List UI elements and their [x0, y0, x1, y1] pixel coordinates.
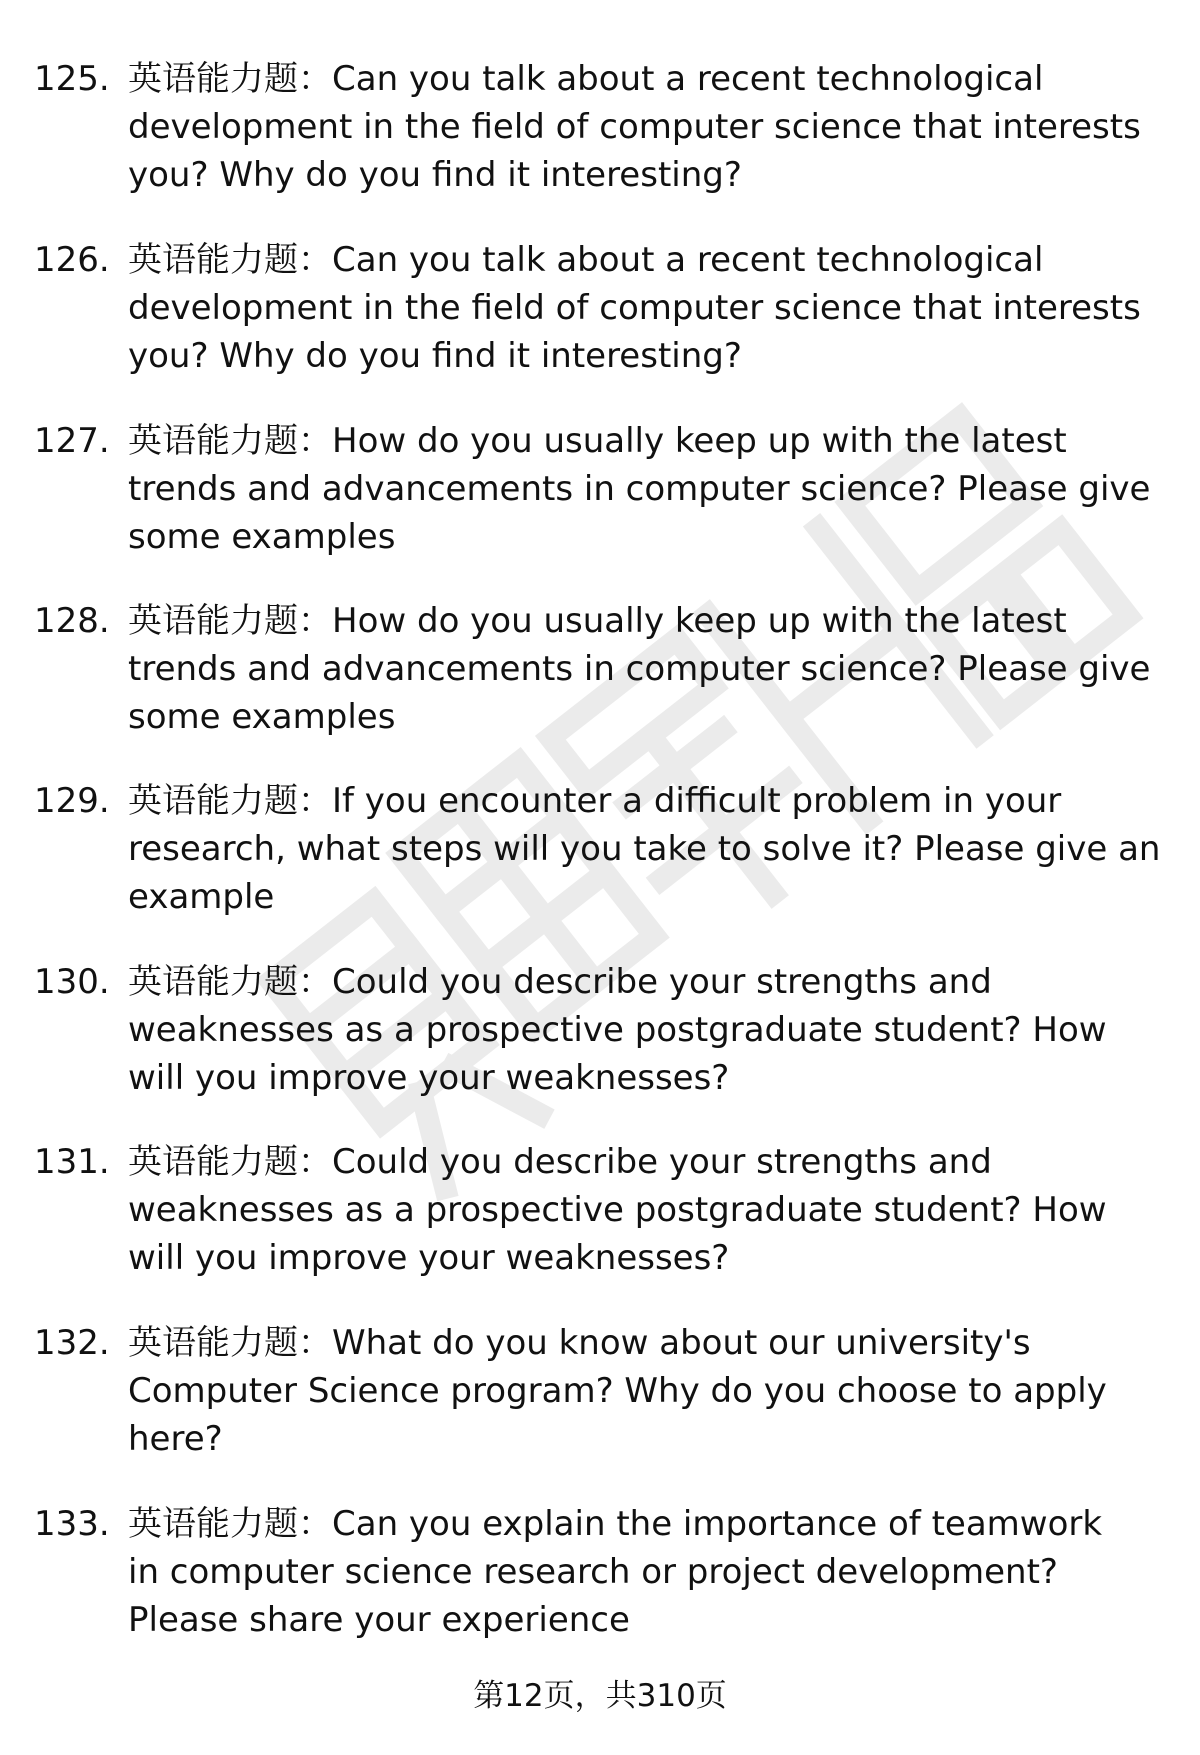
question-number: 130.: [34, 962, 110, 1002]
question-text: 英语能力题：How do you usually keep up with the latest trends and advancements in computer science? Please give some examples: [128, 601, 1151, 737]
question-text: 英语能力题：Can you talk about a recent technological development in the field of computer science that interests you? Why do you find it interesting?: [128, 240, 1141, 376]
question-number: 129.: [34, 781, 110, 821]
question-text: 英语能力题：Could you describe your strengths and weaknesses as a prospective postgraduate student? How will you improve your weaknesses?: [128, 962, 1107, 1098]
question-text: 英语能力题：Can you talk about a recent technological development in the field of computer science that interests you? Why do you find it interesting?: [128, 59, 1141, 195]
question-text: 英语能力题：Can you explain the importance of teamwork in computer science research or project development? Please share your experience: [128, 1504, 1103, 1640]
question-number: 126.: [34, 240, 110, 280]
question-text: 英语能力题：Could you describe your strengths and weaknesses as a prospective postgraduate student? How will you improve your weaknesses?: [128, 1142, 1107, 1278]
page-indicator: 第12页，共310页: [473, 1678, 727, 1714]
question-number: 128.: [34, 601, 110, 641]
question-text: 英语能力题：How do you usually keep up with the latest trends and advancements in computer science? Please give some examples: [128, 421, 1151, 557]
question-number: 131.: [34, 1142, 110, 1182]
question-text: 英语能力题：If you encounter a difficult problem in your research, what steps will you take to solve it? Please give an example: [128, 781, 1161, 917]
question-number: 132.: [34, 1323, 110, 1363]
question-text: 英语能力题：What do you know about our university's Computer Science program? Why do you choose to apply here?: [128, 1323, 1107, 1459]
question-number: 127.: [34, 421, 110, 461]
question-number: 133.: [34, 1504, 110, 1544]
question-number: 125.: [34, 59, 110, 99]
